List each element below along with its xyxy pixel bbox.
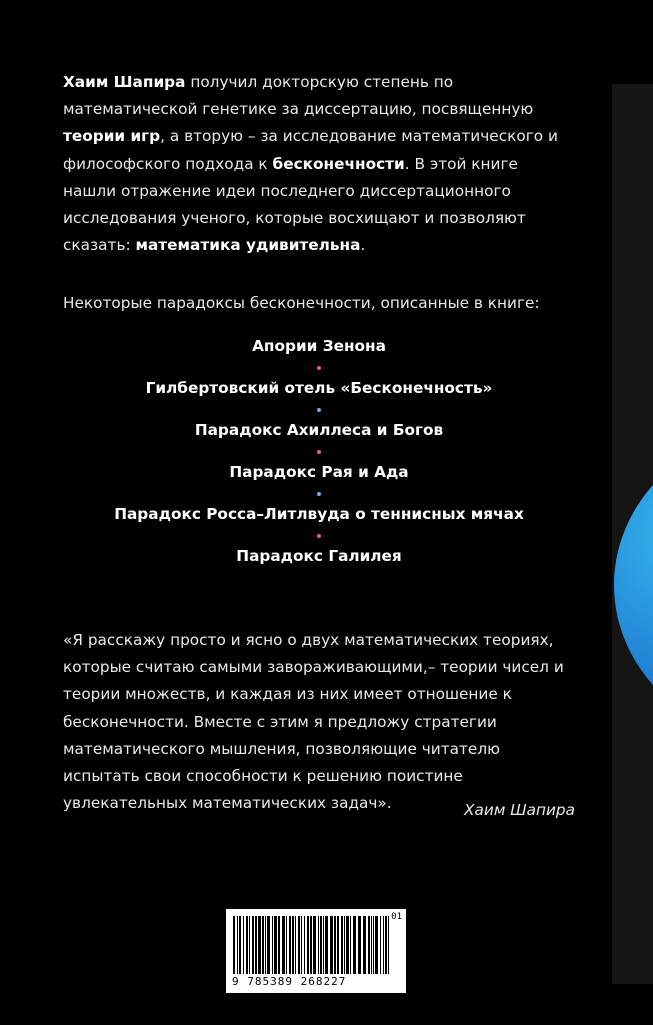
barcode-bar: [388, 916, 389, 974]
barcode-bar: [243, 916, 244, 974]
intro-highlight: Хаим Шапира: [63, 73, 186, 91]
barcode-bar: [262, 916, 264, 974]
separator-dot: [63, 357, 575, 378]
barcode-bar: [313, 916, 316, 974]
intro-text: . В этой книге нашли отражение идеи последнего диссертационного исследования ученого, которые восхищают и позволяют сказать:: [63, 154, 526, 255]
paradox-item: Парадокс Рая и Ада: [229, 463, 409, 481]
barcode-bar: [304, 916, 305, 974]
barcode-bar: [267, 916, 270, 974]
intro-text: получил докторскую степень по математической генетике за диссертацию, посвященную: [63, 73, 534, 119]
paradox-list-intro: Некоторые парадоксы бесконечности, описанные в книге:: [63, 294, 540, 312]
paradox-item: Парадокс Галилея: [236, 547, 402, 565]
separator-dot: [63, 441, 575, 462]
barcode-bar: [289, 916, 291, 974]
author-quote: «Я расскажу просто и ясно о двух математических теориях, которые считаю самыми завораживающими,– теории чисел и теории множеств, и каждая из них имеет отношение к бесконечности. Вместе с этим я предложу стратегии математического мышления, позволяющие читателю испытать свои способности к решению поистине увлекательных математических задач».: [63, 631, 564, 813]
barcode-bar: [286, 916, 287, 974]
barcode-bar: [385, 916, 387, 974]
barcode-bar: [363, 916, 366, 974]
barcode-bar: [258, 916, 261, 974]
author-intro-paragraph: [63, 69, 575, 259]
barcode-bar: [368, 916, 370, 974]
intro-text: , а вторую – за исследование математического и философского подхода к: [63, 127, 558, 173]
barcode-bar: [272, 916, 273, 974]
barcode-bar: [371, 916, 372, 974]
barcode-bar: [373, 916, 374, 974]
barcode-bar: [325, 916, 328, 974]
quote-signature: Хаим Шапира: [464, 801, 575, 819]
barcode-bar: [337, 916, 339, 974]
barcode-bar: [278, 916, 280, 974]
barcode-bar: [375, 916, 378, 974]
barcode-bar: [350, 916, 351, 974]
paradox-list: [63, 336, 575, 567]
intro-text: .: [360, 236, 366, 255]
barcode-bar: [358, 916, 361, 974]
barcode-bar: [252, 916, 254, 974]
barcode-bar: [323, 916, 324, 974]
barcode-bar: [318, 916, 319, 974]
barcode-bars: [233, 916, 393, 974]
barcode-bar: [292, 916, 294, 974]
barcode-bar: [344, 916, 345, 974]
barcode-bar: [380, 916, 381, 974]
barcode-bar: [233, 916, 235, 974]
barcode-bar: [301, 916, 302, 974]
intro-highlight: математика удивительна: [135, 236, 361, 255]
barcode-bar: [265, 916, 266, 974]
barcode-bar: [255, 916, 257, 974]
paradox-item: Парадокс Росса–Литлвуда о теннисных мячах: [114, 505, 524, 523]
intro-highlight: бесконечности: [272, 154, 405, 173]
paradox-item: Гилбертовский отель «Бесконечность»: [145, 379, 493, 397]
barcode-bar: [334, 916, 336, 974]
barcode-number: 9 785389 268227: [232, 975, 347, 988]
barcode-bar: [383, 916, 384, 974]
barcode-bar: [346, 916, 349, 974]
barcode-bar: [239, 916, 241, 974]
isbn-barcode: [226, 909, 406, 993]
barcode-bar: [307, 916, 309, 974]
intro-highlight: теории игр: [63, 127, 161, 146]
barcode-bar: [295, 916, 296, 974]
barcode-bar: [249, 916, 250, 974]
separator-dot: [63, 399, 575, 420]
separator-dot: [63, 483, 575, 504]
barcode-addon: 01: [391, 912, 402, 922]
barcode-bar: [330, 916, 333, 974]
barcode-bar: [274, 916, 277, 974]
barcode-bar: [237, 916, 238, 974]
barcode-bar: [353, 916, 356, 974]
barcode-bar: [246, 916, 248, 974]
barcode-bar: [282, 916, 285, 974]
barcode-bar: [320, 916, 322, 974]
barcode-bar: [341, 916, 343, 974]
barcode-bar: [298, 916, 300, 974]
barcode-bar: [310, 916, 312, 974]
paradox-item: Парадокс Ахиллеса и Богов: [194, 421, 444, 439]
paradox-item: Апории Зенона: [252, 337, 386, 355]
separator-dot: [63, 525, 575, 546]
